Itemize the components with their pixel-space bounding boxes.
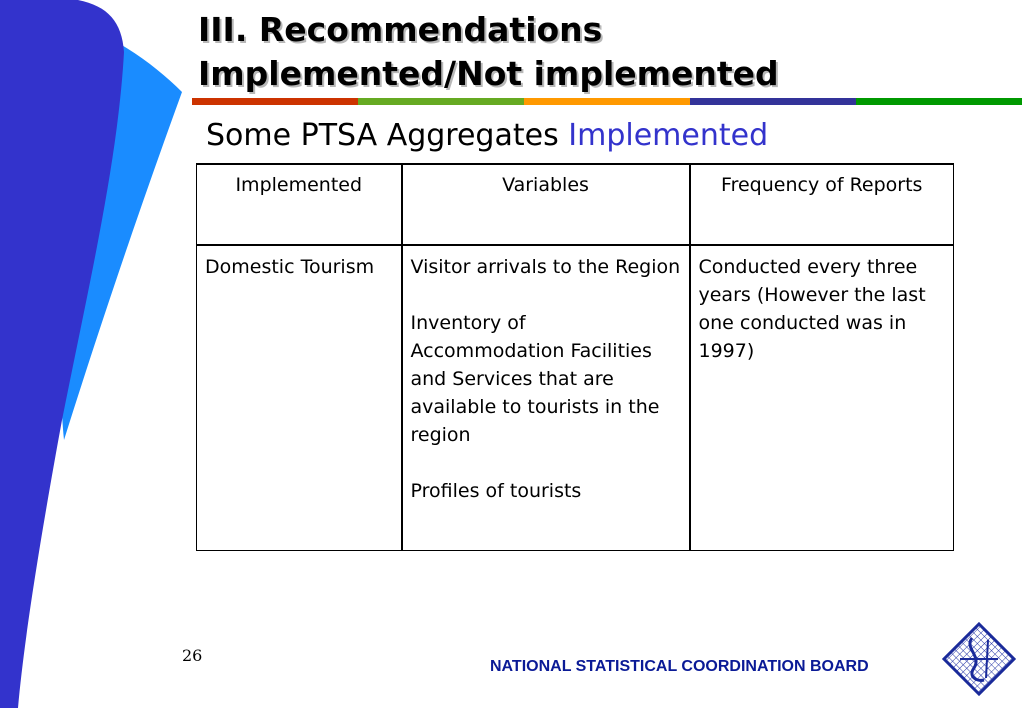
subtitle-prefix: Some PTSA Aggregates <box>206 118 559 153</box>
nscb-logo-icon <box>942 622 1016 696</box>
organization-name: NATIONAL STATISTICAL COORDINATION BOARD <box>490 658 869 675</box>
title-line-2: Implemented/Not implemented <box>198 54 779 93</box>
dark-blue-panel <box>0 0 124 708</box>
variable-item: Inventory of Accommodation Facilities and Services that are available to tourists in the region <box>410 312 660 446</box>
left-decoration <box>0 0 203 708</box>
column-header-variables: Variables <box>402 164 690 245</box>
slide-title <box>198 8 998 96</box>
color-bar-segment <box>192 98 358 105</box>
column-header-frequency: Frequency of Reports <box>690 164 954 245</box>
color-bar-segment <box>856 98 1022 105</box>
cell-frequency: Conducted every three years (However the last one conducted was in 1997) <box>690 245 954 551</box>
variable-item: Profiles of tourists <box>410 480 582 502</box>
aggregates-table <box>196 163 954 551</box>
page-number: 26 <box>182 646 203 665</box>
cell-implemented: Domestic Tourism <box>197 245 402 551</box>
title-line-1: III. Recommendations <box>198 10 603 49</box>
color-bar-segment <box>524 98 690 105</box>
subtitle-highlight: Implemented <box>568 118 769 153</box>
cell-variables <box>402 245 690 551</box>
color-bar-segment <box>358 98 524 105</box>
variable-item: Visitor arrivals to the Region <box>410 256 681 278</box>
column-header-implemented: Implemented <box>197 164 402 245</box>
color-bar-segment <box>690 98 856 105</box>
slide-subtitle <box>206 118 768 153</box>
title-color-bar <box>192 98 1022 105</box>
table-row <box>197 245 954 551</box>
table-header-row <box>197 164 954 245</box>
